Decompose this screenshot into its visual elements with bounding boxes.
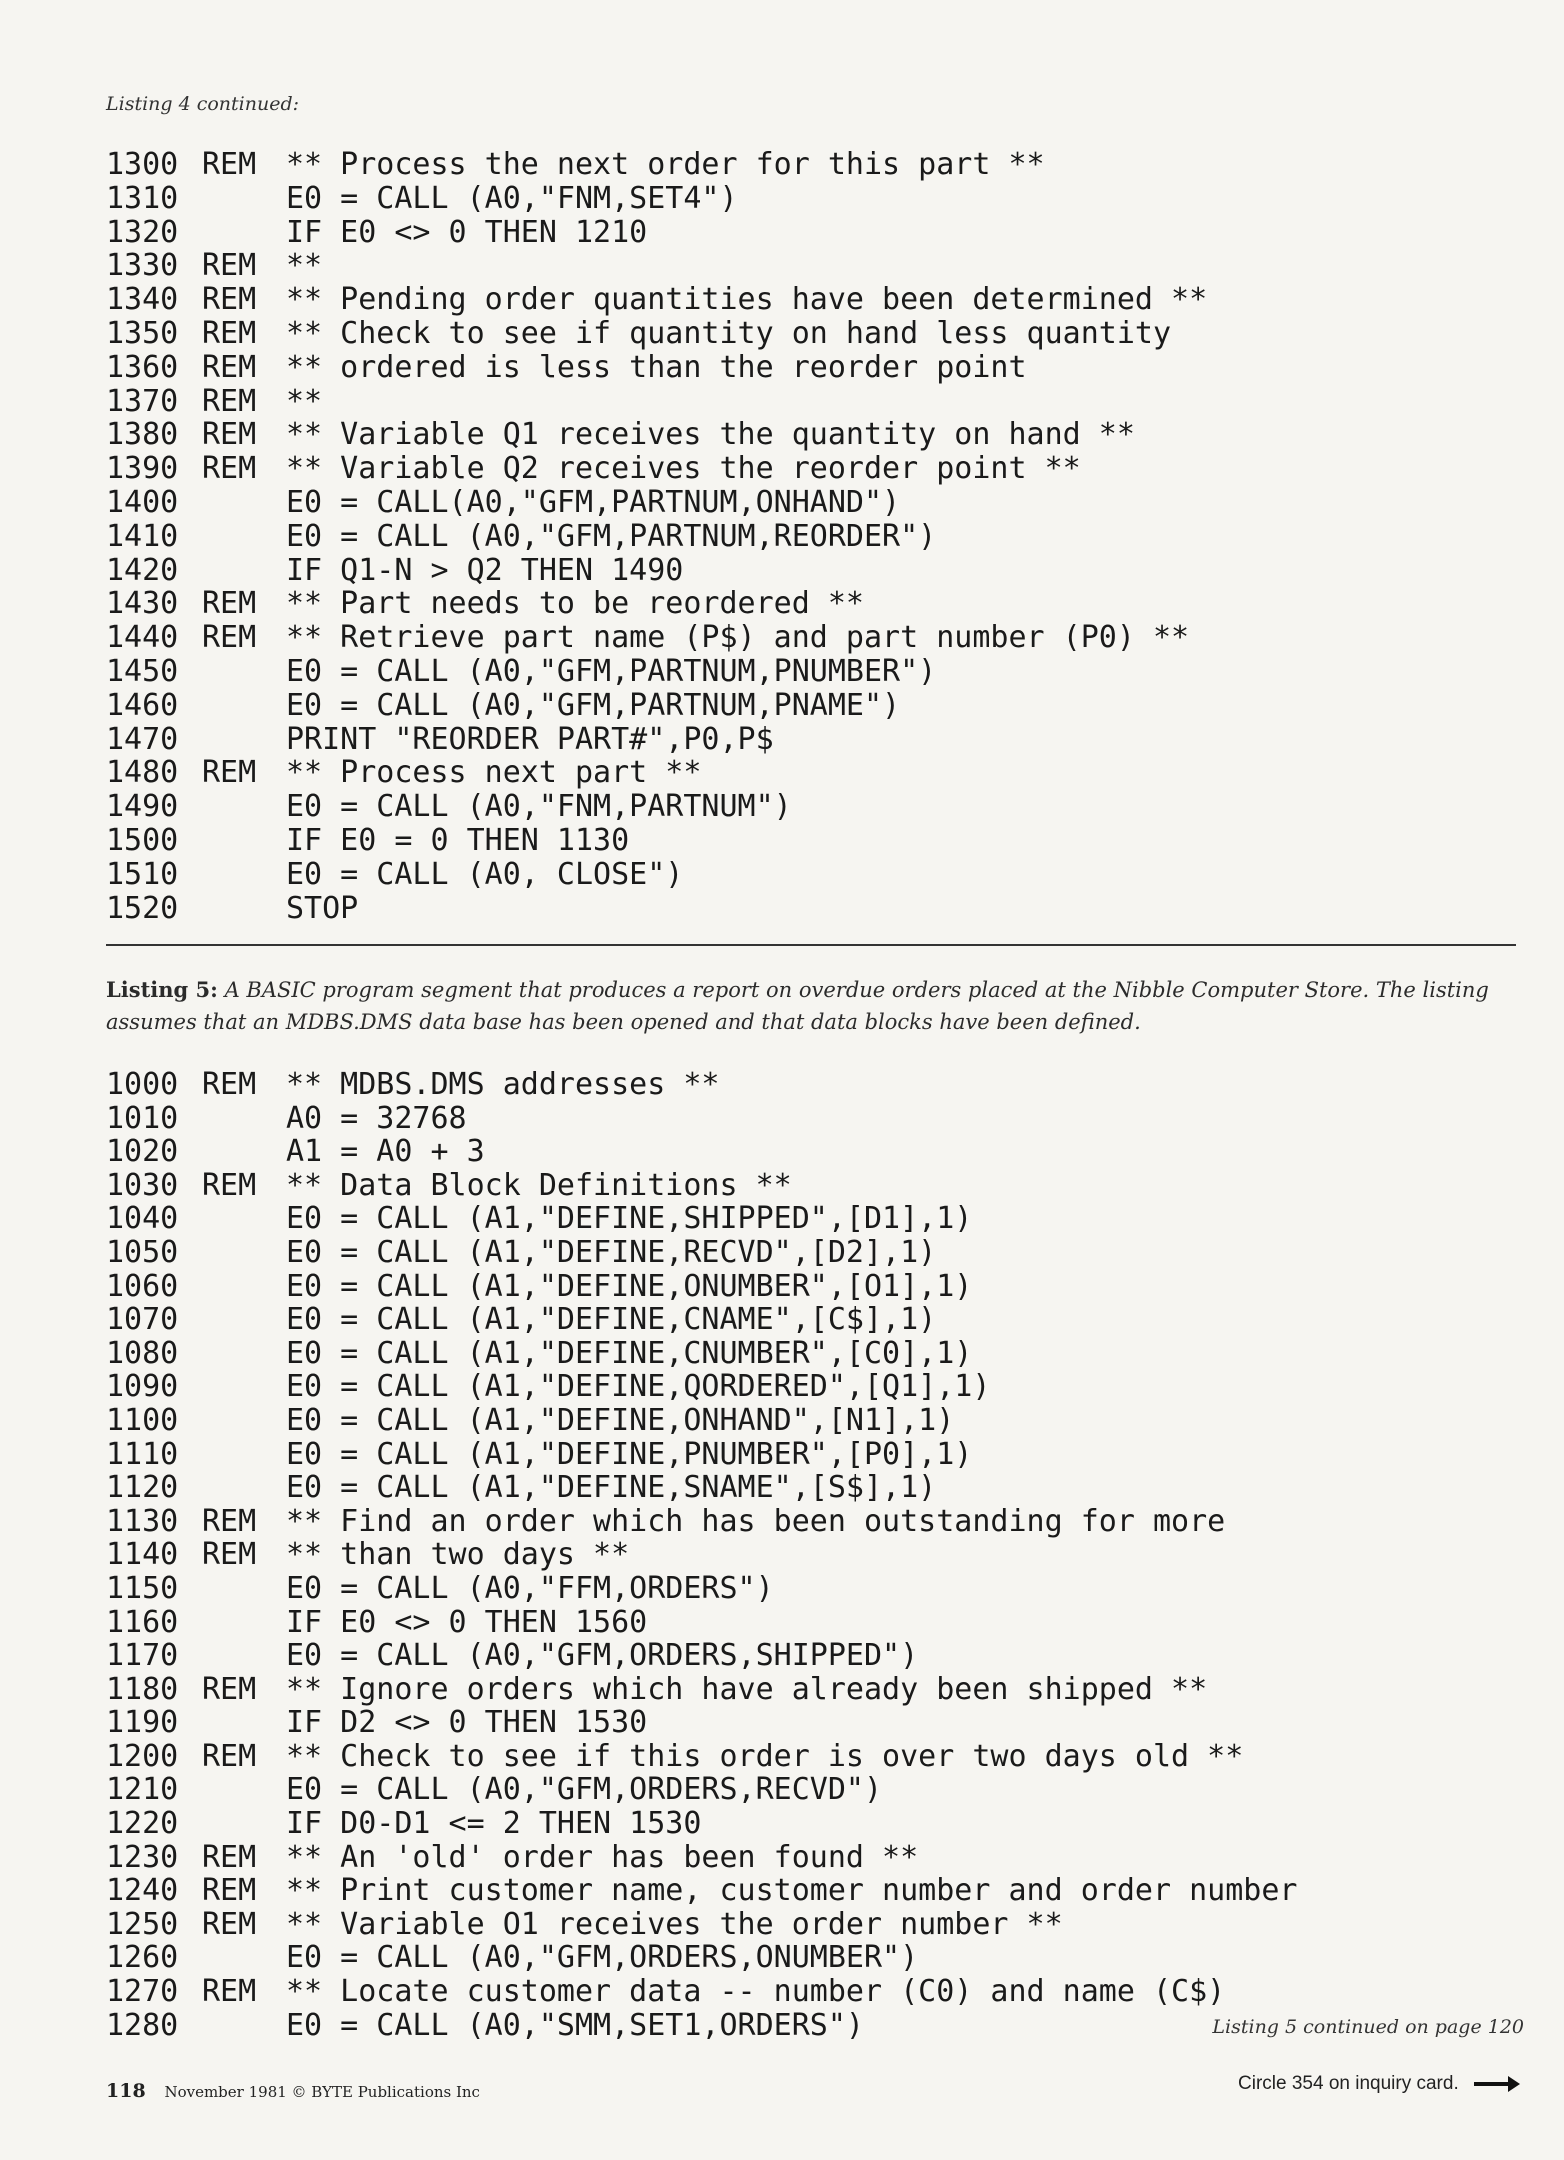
line-number: 1190 (106, 1705, 179, 1741)
line-code: PRINT "REORDER PART#",P0,P$ (286, 721, 774, 757)
line-number: 1040 (106, 1201, 179, 1237)
code-line (106, 1908, 1297, 1942)
line-code: ** Variable Q2 receives the reorder point ** (286, 451, 1081, 487)
line-code: ** than two days ** (286, 1537, 630, 1573)
line-keyword: REM (202, 1167, 257, 1203)
line-number: 1300 (106, 147, 179, 182)
line-code: ** ordered is less than the reorder point (286, 349, 1027, 385)
line-code: ** Process the next order for this part ** (286, 147, 1045, 182)
listing4-code (106, 148, 1207, 925)
code-line (106, 689, 1207, 723)
code-line (106, 520, 1207, 554)
line-number: 1030 (106, 1167, 179, 1203)
code-line (106, 587, 1207, 621)
line-code: E0 = CALL (A0,"SMM,SET1,ORDERS") (286, 2007, 864, 2043)
line-code: ** An 'old' order has been found ** (286, 1839, 919, 1875)
code-line (106, 1639, 1297, 1673)
line-number: 1400 (106, 484, 179, 520)
line-keyword: REM (202, 248, 257, 284)
listing5-caption-title: Listing 5: (106, 977, 218, 1002)
line-code: ** Variable O1 receives the order number ** (286, 1906, 1063, 1942)
code-line (106, 452, 1207, 486)
line-number: 1170 (106, 1638, 179, 1674)
line-keyword: REM (202, 1738, 257, 1774)
code-line (106, 1807, 1297, 1841)
line-code: E0 = CALL (A1,"DEFINE,SHIPPED",[D1],1) (286, 1201, 973, 1237)
line-number: 1110 (106, 1436, 179, 1472)
code-line (106, 1874, 1297, 1908)
line-number: 1120 (106, 1470, 179, 1506)
line-code: E0 = CALL (A0,"GFM,PARTNUM,PNUMBER") (286, 653, 937, 689)
line-code: ** Retrieve part name (P$) and part number (P0) ** (286, 620, 1190, 656)
line-code: E0 = CALL (A1,"DEFINE,CNUMBER",[C0],1) (286, 1335, 973, 1371)
line-code: E0 = CALL (A1,"DEFINE,RECVD",[D2],1) (286, 1234, 937, 1270)
line-code: IF D2 <> 0 THEN 1530 (286, 1705, 648, 1741)
code-line (106, 1102, 1297, 1136)
code-line (106, 1841, 1297, 1875)
line-code: ** Locate customer data -- number (C0) and name (C$) (286, 1974, 1226, 2010)
line-number: 1130 (106, 1503, 179, 1539)
code-line (106, 1270, 1297, 1304)
line-code: IF E0 <> 0 THEN 1560 (286, 1604, 648, 1640)
line-number: 1250 (106, 1906, 179, 1942)
line-number: 1140 (106, 1537, 179, 1573)
line-number: 1020 (106, 1134, 179, 1170)
code-line (106, 1706, 1297, 1740)
code-line (106, 1438, 1297, 1472)
code-line (106, 1404, 1297, 1438)
line-code: E0 = CALL (A0,"GFM,ORDERS,RECVD") (286, 1772, 883, 1808)
continued-note: Listing 5 continued on page 120 (1212, 2016, 1524, 2038)
code-line (106, 1303, 1297, 1337)
line-number: 1200 (106, 1738, 179, 1774)
code-line (106, 351, 1207, 385)
publication-info: November 1981 © BYTE Publications Inc (164, 2083, 480, 2101)
line-keyword: REM (202, 586, 257, 622)
line-number: 1180 (106, 1671, 179, 1707)
line-number: 1420 (106, 552, 179, 588)
line-number: 1340 (106, 282, 179, 318)
line-code: ** (286, 248, 323, 284)
line-number: 1430 (106, 586, 179, 622)
line-code: ** Ignore orders which have already been shipped ** (286, 1671, 1208, 1707)
line-code: E0 = CALL (A1,"DEFINE,CNAME",[C$],1) (286, 1302, 937, 1338)
code-line (106, 1975, 1297, 2009)
line-number: 1360 (106, 349, 179, 385)
section-divider (106, 944, 1516, 946)
code-line (106, 486, 1207, 520)
listing5-caption (106, 974, 1524, 1038)
code-line (106, 1471, 1297, 1505)
line-number: 1490 (106, 789, 179, 825)
line-code: IF Q1-N > Q2 THEN 1490 (286, 552, 684, 588)
line-keyword: REM (202, 1537, 257, 1573)
line-number: 1230 (106, 1839, 179, 1875)
line-number: 1010 (106, 1100, 179, 1136)
line-code: E0 = CALL (A0, CLOSE") (286, 856, 684, 892)
code-line (106, 1236, 1297, 1270)
code-line (106, 756, 1207, 790)
line-keyword: REM (202, 383, 257, 419)
line-code: ** Check to see if quantity on hand less quantity (286, 315, 1172, 351)
line-code: ** Print customer name, customer number and order number (286, 1873, 1298, 1909)
code-line (106, 858, 1207, 892)
code-line (106, 1572, 1297, 1606)
code-line (106, 1068, 1297, 1102)
arrow-right-icon (1474, 2082, 1514, 2086)
line-number: 1100 (106, 1402, 179, 1438)
line-number: 1320 (106, 214, 179, 250)
line-code: E0 = CALL (A1,"DEFINE,QORDERED",[Q1],1) (286, 1369, 991, 1405)
code-line (106, 723, 1207, 757)
line-keyword: REM (202, 620, 257, 656)
line-number: 1350 (106, 315, 179, 351)
page-number: 118 (106, 2080, 146, 2102)
line-code: E0 = CALL (A0,"GFM,ORDERS,SHIPPED") (286, 1638, 919, 1674)
line-number: 1520 (106, 890, 179, 926)
line-code: ** Variable Q1 receives the quantity on hand ** (286, 417, 1135, 453)
page-footer (106, 2080, 480, 2102)
listing5-caption-description: A BASIC program segment that produces a report on overdue orders placed at the Nibble Computer Store. The listing assumes that an MDBS.DMS data base has been opened and that data blocks have been defined. (106, 978, 1489, 1034)
line-number: 1000 (106, 1067, 179, 1102)
line-code: IF D0-D1 <= 2 THEN 1530 (286, 1806, 702, 1842)
code-line (106, 216, 1207, 250)
code-line (106, 1941, 1297, 1975)
line-code: A0 = 32768 (286, 1100, 467, 1136)
line-number: 1240 (106, 1873, 179, 1909)
listing4-caption: Listing 4 continued: (106, 93, 300, 115)
code-line (106, 1740, 1297, 1774)
line-number: 1160 (106, 1604, 179, 1640)
line-keyword: REM (202, 349, 257, 385)
line-keyword: REM (202, 417, 257, 453)
line-keyword: REM (202, 755, 257, 791)
line-number: 1070 (106, 1302, 179, 1338)
code-line (106, 317, 1207, 351)
line-number: 1310 (106, 180, 179, 216)
code-line (106, 824, 1207, 858)
line-keyword: REM (202, 282, 257, 318)
listing5-code (106, 1068, 1297, 2042)
line-number: 1380 (106, 417, 179, 453)
code-line (106, 892, 1207, 926)
code-line (106, 1169, 1297, 1203)
line-code: E0 = CALL (A1,"DEFINE,ONHAND",[N1],1) (286, 1402, 955, 1438)
line-code: A1 = A0 + 3 (286, 1134, 485, 1170)
line-code: ** (286, 383, 323, 419)
line-keyword: REM (202, 315, 257, 351)
line-code: ** Data Block Definitions ** (286, 1167, 792, 1203)
line-code: E0 = CALL(A0,"GFM,PARTNUM,ONHAND") (286, 484, 901, 520)
line-code: E0 = CALL (A1,"DEFINE,SNAME",[S$],1) (286, 1470, 937, 1506)
line-keyword: REM (202, 1503, 257, 1539)
line-number: 1270 (106, 1974, 179, 2010)
line-keyword: REM (202, 1839, 257, 1875)
code-line (106, 2009, 1297, 2043)
line-code: ** Process next part ** (286, 755, 702, 791)
line-code: E0 = CALL (A1,"DEFINE,ONUMBER",[O1],1) (286, 1268, 973, 1304)
line-code: E0 = CALL (A0,"GFM,ORDERS,ONUMBER") (286, 1940, 919, 1976)
line-keyword: REM (202, 147, 257, 182)
line-keyword: REM (202, 1067, 257, 1102)
code-line (106, 1135, 1297, 1169)
line-number: 1280 (106, 2007, 179, 2043)
line-keyword: REM (202, 1671, 257, 1707)
code-line (106, 1673, 1297, 1707)
code-line (106, 385, 1207, 419)
code-line (106, 790, 1207, 824)
line-number: 1500 (106, 822, 179, 858)
line-keyword: REM (202, 1974, 257, 2010)
line-number: 1260 (106, 1940, 179, 1976)
line-code: E0 = CALL (A0,"FNM,SET4") (286, 180, 738, 216)
code-line (106, 148, 1207, 182)
line-number: 1330 (106, 248, 179, 284)
code-line (106, 554, 1207, 588)
line-number: 1050 (106, 1234, 179, 1270)
line-keyword: REM (202, 1873, 257, 1909)
code-line (106, 1202, 1297, 1236)
code-line (106, 182, 1207, 216)
line-number: 1510 (106, 856, 179, 892)
code-line (106, 655, 1207, 689)
line-code: ** Part needs to be reordered ** (286, 586, 864, 622)
code-line (106, 1505, 1297, 1539)
code-line (106, 621, 1207, 655)
line-number: 1060 (106, 1268, 179, 1304)
line-code: E0 = CALL (A0,"FFM,ORDERS") (286, 1570, 774, 1606)
inquiry-note (1238, 2073, 1514, 2095)
line-keyword: REM (202, 1906, 257, 1942)
line-number: 1080 (106, 1335, 179, 1371)
line-number: 1440 (106, 620, 179, 656)
line-code: E0 = CALL (A0,"FNM,PARTNUM") (286, 789, 792, 825)
code-line (106, 1538, 1297, 1572)
code-line (106, 1606, 1297, 1640)
code-line (106, 1337, 1297, 1371)
line-number: 1370 (106, 383, 179, 419)
line-number: 1220 (106, 1806, 179, 1842)
line-code: E0 = CALL (A0,"GFM,PARTNUM,PNAME") (286, 687, 901, 723)
line-code: IF E0 = 0 THEN 1130 (286, 822, 630, 858)
line-number: 1090 (106, 1369, 179, 1405)
line-number: 1460 (106, 687, 179, 723)
code-line (106, 249, 1207, 283)
line-keyword: REM (202, 451, 257, 487)
line-code: ** Find an order which has been outstanding for more (286, 1503, 1226, 1539)
line-number: 1410 (106, 518, 179, 554)
line-number: 1480 (106, 755, 179, 791)
code-line (106, 1773, 1297, 1807)
line-code: ** Pending order quantities have been determined ** (286, 282, 1208, 318)
line-number: 1390 (106, 451, 179, 487)
line-code: IF E0 <> 0 THEN 1210 (286, 214, 648, 250)
line-number: 1210 (106, 1772, 179, 1808)
line-number: 1150 (106, 1570, 179, 1606)
line-code: STOP (286, 890, 359, 926)
code-line (106, 1370, 1297, 1404)
line-code: E0 = CALL (A0,"GFM,PARTNUM,REORDER") (286, 518, 937, 554)
line-number: 1450 (106, 653, 179, 689)
line-code: E0 = CALL (A1,"DEFINE,PNUMBER",[P0],1) (286, 1436, 973, 1472)
code-line (106, 418, 1207, 452)
line-number: 1470 (106, 721, 179, 757)
inquiry-text: Circle 354 on inquiry card. (1238, 2073, 1459, 2094)
line-code: ** MDBS.DMS addresses ** (286, 1067, 720, 1102)
line-code: ** Check to see if this order is over two days old ** (286, 1738, 1244, 1774)
code-line (106, 283, 1207, 317)
